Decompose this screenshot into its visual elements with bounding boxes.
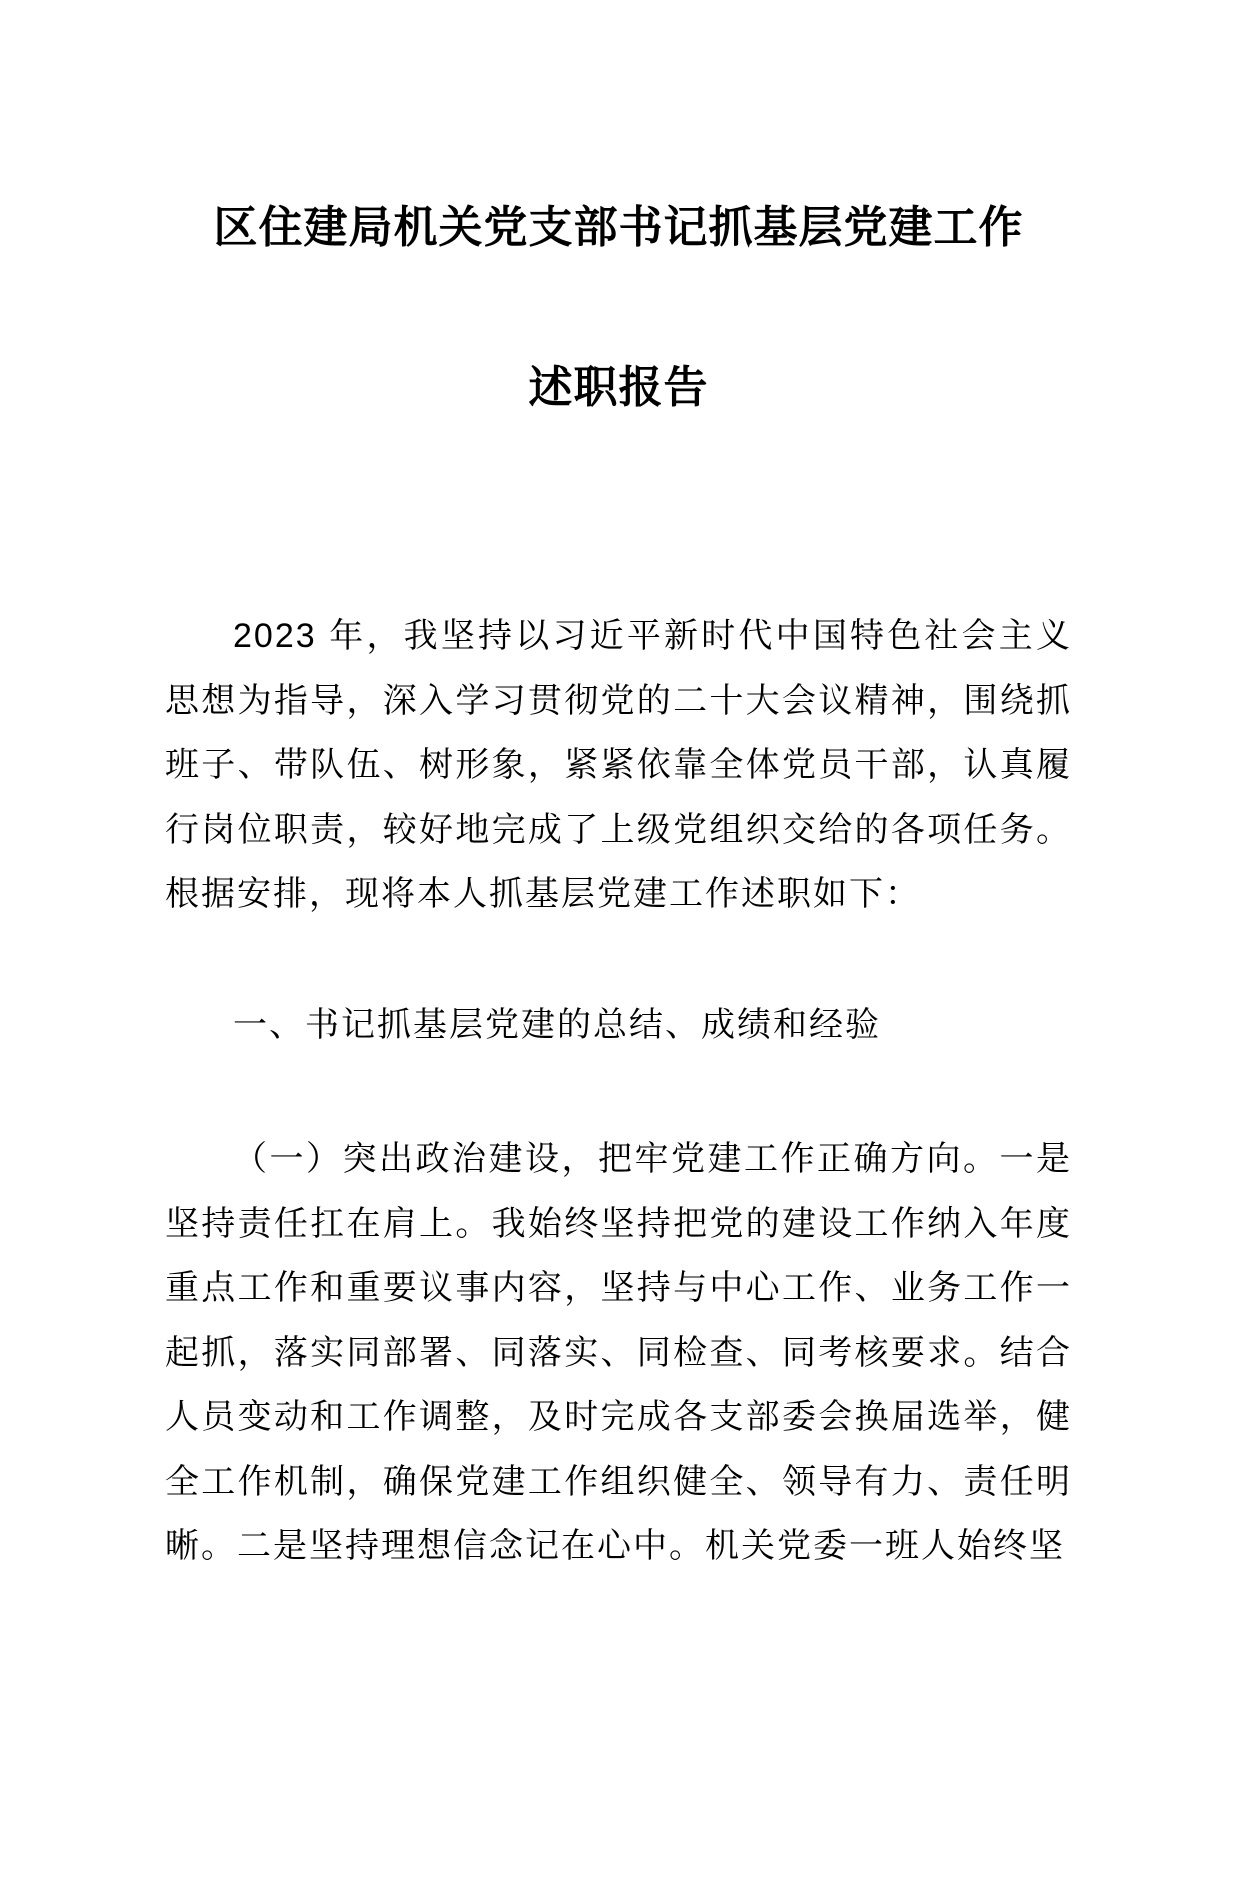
paragraph-section-1: （一）突出政治建设，把牢党建工作正确方向。一是坚持责任扛在肩上。我始终坚持把党的建设工作纳入年度重点工作和重要议事内容，坚持与中心工作、业务工作一起抓，落实同部署、同落实、同检查、同考核要求。结合人员变动和工作调整，及时完成各支部委会换届选举，健全工作机制，确保党建工作组织健全、领导有力、责任明晰。二是坚持理想信念记在心中。机关党委一班人始终坚 xyxy=(165,1140,1072,1565)
title-line-2: 述职报告 xyxy=(528,363,709,412)
document-page xyxy=(165,148,1072,1579)
paragraph-intro: 2023 年，我坚持以习近平新时代中国特色社会主义思想为指导，深入学习贯彻党的二十大会议精神，围绕抓班子、带队伍、树形象，紧紧依靠全体党员干部，认真履行岗位职责，较好地完成了上级党组织交给的各项任务。根据安排，现将本人抓基层党建工作述职如下： xyxy=(165,617,1072,913)
title-line-1: 区住建局机关党支部书记抓基层党建工作 xyxy=(213,203,1024,252)
section-heading-1: 一、书记抓基层党建的总结、成绩和经验 xyxy=(233,1005,881,1044)
document-title xyxy=(165,148,1072,468)
